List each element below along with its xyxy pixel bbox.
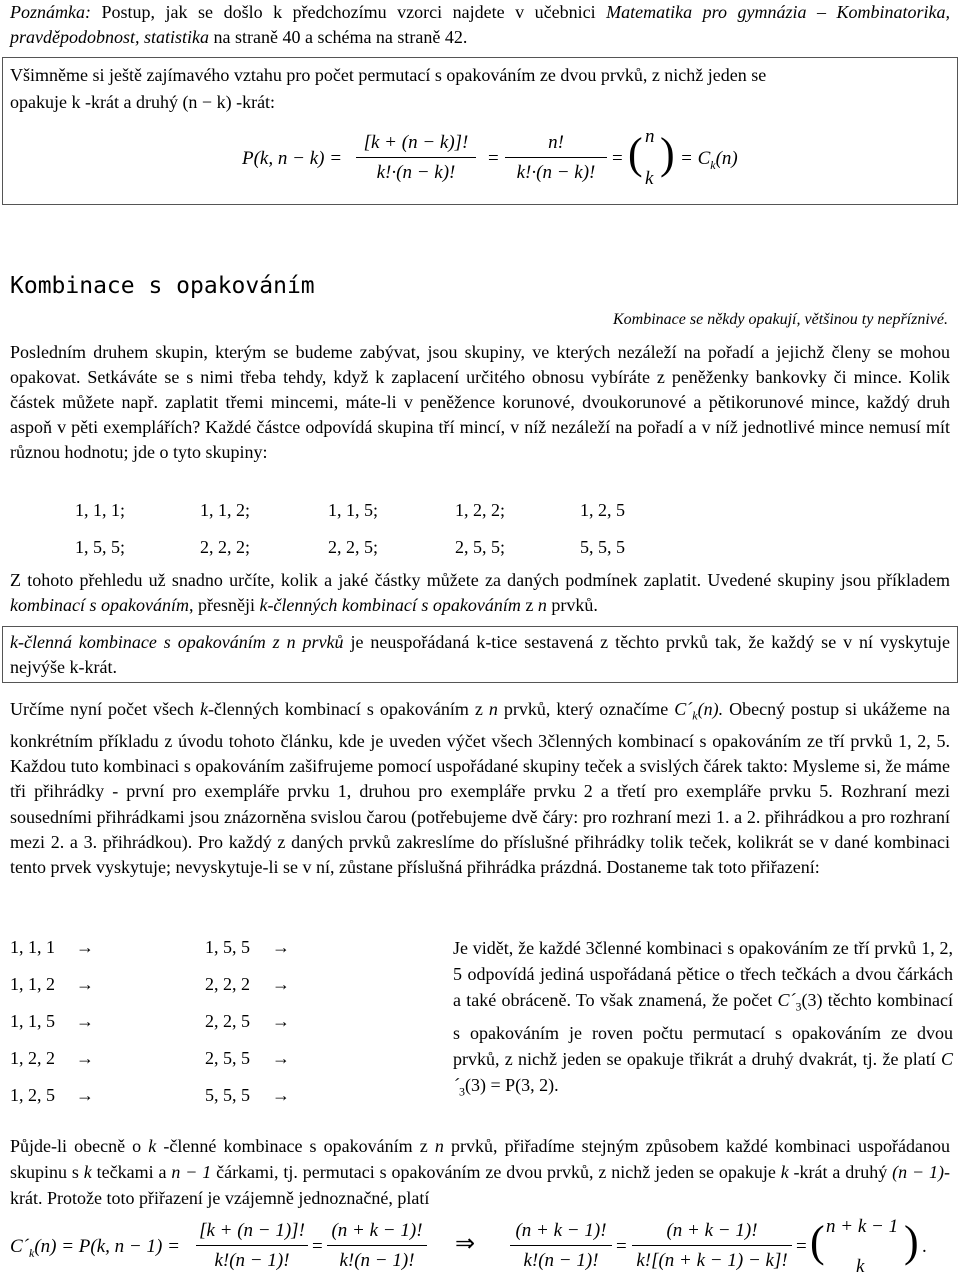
arrow: → (272, 1085, 290, 1105)
formula-lhs: P(k, n − k) = (242, 148, 343, 169)
rhs-arg: (n) (715, 148, 738, 169)
side-cprime-2: C´ (453, 1048, 953, 1095)
group-item: 1, 2, 5 (580, 500, 625, 520)
binom-top: n (645, 126, 655, 147)
fraction-1-denominator: k!·(n − k)! (376, 162, 456, 183)
arrow: → (272, 1048, 290, 1068)
rhs-c: = C (680, 148, 711, 169)
final-text-b: -členné kombinace s opakováním z (156, 1136, 435, 1156)
p3-rest: Obecný postup si ukážeme na konkrétním příkladu z úvodu tohoto článku, kde je uveden výčet všech 3členných kombinací s opakováním ze tří prvků 1, 2, 5. Každou tuto kombinaci s opakováním zašifrujeme pomocí uspořádané skupiny teček a svislých čárek takto: Mysleme si, že máme tři přihrádky - první pro exempláře prvku 1, druhou pro exempláře prvku 2 a třetí pro exempláře prvku 5. Rozhraní mezi sousedními přihrádkami jsou znázorněna svislou čarou (potřebujeme dvě čáry: pro rozhraní mezi 1. a 2. přihrádkou a pro rozhraní mezi 2. a 3. přihrádkou). Pro každý z daných prvků zakreslíme do příslušné přihrádky tolik teček, kolikrát se v dané kombinaci tento prvek vyskytuje; nevyskytuje-li se v ní, zůstane příslušná přihrádka prázdná. Dostaneme tak toto přiřazení: (10, 699, 951, 878)
group-item: 1, 1, 5; (328, 500, 379, 520)
final-f2-den: k!(n − 1)! (339, 1250, 415, 1271)
final-f2-num: (n + k − 1)! (331, 1220, 423, 1241)
group-item: 1, 2, 2; (455, 500, 506, 520)
p2-text-c: , přesněji (188, 595, 260, 615)
final-f2-bar (327, 1245, 427, 1246)
box-line-2: opakuje k -krát a druhý (n − k) -krát: (10, 92, 276, 112)
group-item: 1, 5, 5; (75, 537, 126, 557)
final-f4-den: k![(n + k − 1) − k]! (636, 1250, 788, 1271)
p3-sub: k (692, 708, 698, 723)
final-fraction-1 (196, 1218, 308, 1273)
mapping-row (10, 1083, 440, 1109)
final-f1-bar (196, 1245, 308, 1246)
formula-fraction-2 (505, 130, 607, 185)
final-f1-den: k!(n − 1)! (214, 1250, 290, 1271)
group-item: 5, 5, 5 (580, 537, 625, 557)
mapping-left: 1, 2, 2 (10, 1048, 55, 1068)
rhs-sub: k (710, 157, 716, 172)
p2-text-a: Z tohoto přehledu už snadno určíte, kolik a jaké částky můžete za daných podmínek zaplatit. Uvedené skupiny jsou příkladem (10, 570, 950, 590)
p3-n: n (488, 699, 498, 719)
final-fraction-2 (327, 1218, 427, 1273)
final-paragraph (10, 1133, 950, 1211)
p3-text-a: Určíme nyní počet všech (10, 699, 200, 719)
paragraph-1: Posledním druhem skupin, kterým se budeme zabývat, jsou skupiny, ve kterých nezáleží na pořadí a jejichž členy se mohou opakovat. Setkáváte se s nimi třeba tehdy, když k zaplacení určitého obnosu vybíráte z peněženky bankovky či mince. Kolik částek můžete např. zaplatit třemi mincemi, máte-li v peněžence korunové, dvoukorunové a pětikorunové mince, každý druh aspoň v pěti exemplářích? Každé částce odpovídá skupina tří mincí, v níž nezáleží na pořadí a v níž jednotlivé mince nemusí mít různou hodnotu; jde o tyto skupiny: (10, 342, 950, 462)
final-binom-right-paren: ) (904, 1217, 919, 1266)
p2-term-2: k-členných kombinací s opakováním (259, 595, 521, 615)
fraction-1-bar (356, 157, 476, 158)
p2-text-g: prvků. (546, 595, 598, 615)
side-cprime: C´ (777, 990, 796, 1010)
final-k: k (148, 1136, 157, 1156)
groups-row-2 (0, 535, 960, 561)
mapping-row (10, 972, 440, 998)
note-paragraph (10, 0, 950, 50)
arrow: → (76, 1011, 94, 1031)
group-item: 2, 5, 5; (455, 537, 506, 557)
final-n1p: (n − 1) (892, 1162, 944, 1182)
mapping-left: 1, 2, 5 (10, 1085, 55, 1105)
arrow: → (76, 1085, 94, 1105)
final-n: n (434, 1136, 444, 1156)
arrow: → (272, 974, 290, 994)
final-k-3: k (780, 1162, 789, 1182)
section-epigraph: Kombinace se někdy opakují, většinou ty nepříznivé. (612, 311, 948, 328)
arrow: → (272, 1011, 290, 1031)
p2-n: n (537, 595, 547, 615)
side-text-a: Je vidět, že každé 3členné kombinaci s opakováním ze tří prvků 1, 2, 5 odpovídá jediná uspořádaná pětice o třech tečkách a dvou čárkách a také obráceně. To však znamená, že počet (453, 938, 953, 1010)
final-text-d: tečkami a (91, 1162, 172, 1182)
fraction-2-denominator: k!·(n − k)! (516, 162, 596, 183)
definition-text (10, 630, 950, 680)
arrow: → (76, 937, 94, 957)
final-lhs-sub: k (29, 1245, 35, 1260)
groups-row-1 (0, 498, 960, 524)
p2-text-e: z (520, 595, 538, 615)
formula-eq-1: = (488, 148, 499, 169)
final-n1: n − 1 (171, 1162, 212, 1182)
mapping-left: 1, 1, 5 (10, 1011, 55, 1031)
mapping-right: 5, 5, 5 (205, 1085, 250, 1105)
p2-term-1: kombinací s opakováním (10, 595, 189, 615)
arrow: → (76, 974, 94, 994)
formula-eq-2: = (612, 148, 623, 169)
side-eq: (3) = P(3, 2). (465, 1074, 559, 1095)
p3-k: k (199, 699, 208, 719)
paragraph-3 (10, 697, 950, 881)
side-text-b: těchto kombinací s opakováním je roven počtu permutací s opakováním ze dvou prvků, z nichž jeden se opakuje třikrát a druhý dvakrát, tj. že platí (453, 990, 953, 1069)
note-text-2: na straně 40 a schéma na straně 42. (209, 27, 468, 47)
final-text-f: -krát a druhý (788, 1162, 893, 1182)
side-sub: 3 (795, 999, 802, 1014)
final-eq-1: = (312, 1236, 323, 1257)
final-lhs (10, 1234, 180, 1266)
side-paragraph (453, 935, 953, 1104)
box-formula (0, 120, 960, 200)
final-eq-3: = (796, 1236, 807, 1257)
side-sub-2: 3 (459, 1084, 465, 1099)
mapping-right: 2, 2, 5 (205, 1011, 250, 1031)
formula-rhs (680, 146, 738, 178)
side-arg: (3) (801, 990, 823, 1010)
binom-right-paren: ) (660, 129, 675, 178)
final-binom-top: n + k − 1 (826, 1216, 899, 1237)
final-text-g: -krát. Protože toto přiřazení je vzájemně jednoznačné, platí (10, 1162, 950, 1208)
mapping-row (10, 1009, 440, 1035)
mapping-right: 1, 5, 5 (205, 937, 250, 957)
p3-cprime: C´ (674, 699, 693, 719)
fraction-2-numerator: n! (548, 132, 564, 153)
binom-left-paren: ( (628, 129, 643, 178)
group-item: 2, 2, 2; (200, 537, 251, 557)
p3-arg: (n). (697, 699, 724, 719)
final-formula (0, 1212, 960, 1284)
final-lhs-c: C´ (10, 1236, 29, 1257)
fraction-1-numerator: [k + (n − k)]! (363, 132, 469, 153)
arrow: → (76, 1048, 94, 1068)
p3-text-c: -členných kombinací s opakováním z (207, 699, 489, 719)
mapping-table (0, 935, 440, 1125)
group-item: 1, 1, 2; (200, 500, 251, 520)
final-f1-num: [k + (n − 1)]! (199, 1220, 305, 1241)
final-lhs-arg: (n) = P(k, n − 1) = (34, 1236, 180, 1257)
final-fraction-3 (510, 1218, 612, 1273)
mapping-left: 1, 1, 1 (10, 937, 55, 957)
final-text-a: Půjde-li obecně o (10, 1136, 149, 1156)
final-f4-bar (632, 1245, 792, 1246)
final-text-e: čárkami, tj. permutaci s opakováním ze dvou prvků, z nichž jeden se opakuje (211, 1162, 781, 1182)
note-book-title: Matematika pro gymnázia – Kombinatorika, pravděpodobnost, statistika (10, 2, 951, 47)
box-line-1: Všimněme si ještě zajímavého vztahu pro počet permutací s opakováním ze dvou prvků, z nichž jeden se (10, 65, 767, 85)
final-text-c: prvků, přiřadíme stejným způsobem každé kombinaci uspořádanou skupinu s (10, 1136, 950, 1182)
definition-rest: je neuspořádaná k-tice sestavená z těchto prvků tak, že každý se v ní vyskytuje nejvýše k-krát. (10, 632, 950, 677)
implies-arrow: ⇒ (455, 1231, 476, 1257)
section-title: Kombinace s opakováním (10, 273, 315, 299)
final-eq-2: = (616, 1236, 627, 1257)
group-item: 1, 1, 1; (75, 500, 126, 520)
final-period: . (922, 1236, 927, 1257)
p3-text-e: prvků, který označíme (497, 699, 675, 719)
note-label: Poznámka: (10, 2, 91, 22)
formula-fraction-1 (356, 130, 476, 185)
fraction-2-bar (505, 157, 607, 158)
note-text-1: Postup, jak se došlo k předchozímu vzorci najdete v učebnici (90, 2, 607, 22)
final-fraction-4 (632, 1218, 792, 1273)
mapping-right: 2, 2, 2 (205, 974, 250, 994)
mapping-right: 2, 5, 5 (205, 1048, 250, 1068)
final-f3-bar (510, 1245, 612, 1246)
mapping-left: 1, 1, 2 (10, 974, 55, 994)
final-k-2: k (83, 1162, 92, 1182)
mapping-row (10, 935, 440, 961)
group-item: 2, 2, 5; (328, 537, 379, 557)
paragraph-2 (10, 568, 950, 618)
definition-term: k-členná kombinace s opakováním z n prvků (10, 632, 344, 652)
binom-bottom: k (645, 168, 654, 189)
final-f3-num: (n + k − 1)! (515, 1220, 607, 1241)
mapping-row (10, 1046, 440, 1072)
final-binom-left-paren: ( (810, 1217, 825, 1266)
arrow: → (272, 937, 290, 957)
final-f3-den: k!(n − 1)! (523, 1250, 599, 1271)
final-binom-bottom: k (856, 1256, 865, 1277)
final-f4-num: (n + k − 1)! (666, 1220, 758, 1241)
